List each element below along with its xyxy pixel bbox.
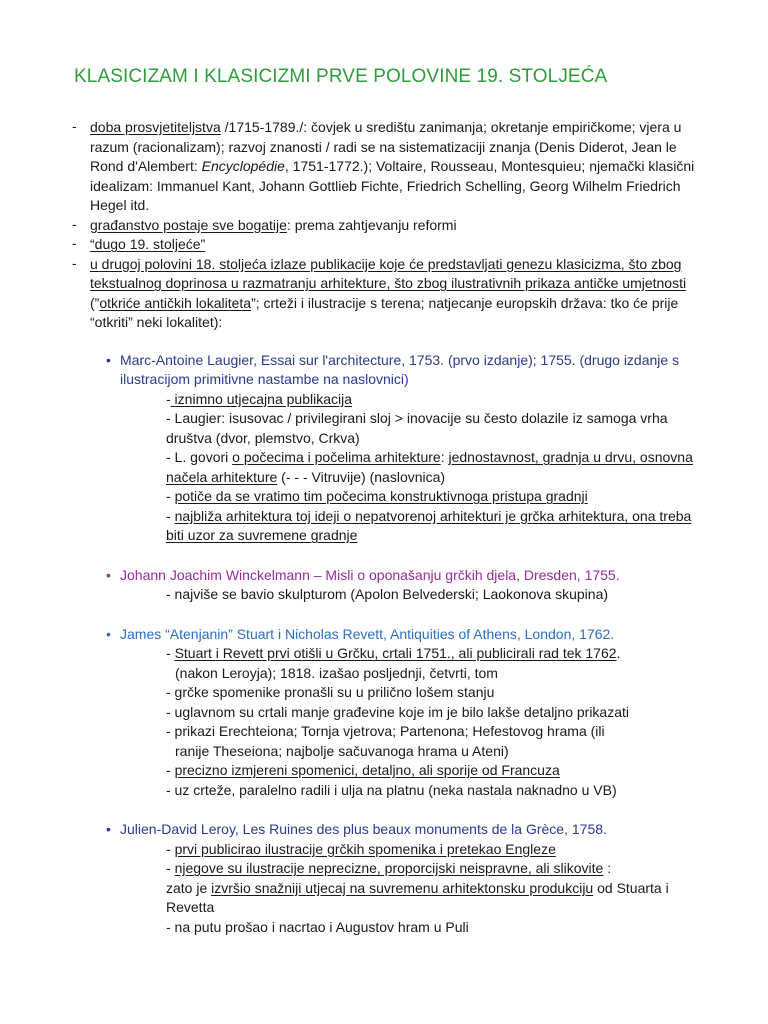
bullet-dot: • xyxy=(106,351,111,368)
stuart-line-3: - uglavnom su crtali manje građevine koje im je bilo lakše detaljno prikazati xyxy=(166,703,630,720)
leroy-line-1: - prvi publicirao ilustracije grčkih spomenika i pretekao Engleze xyxy=(166,840,556,857)
text-underlined: Stuart i Revett prvi otišli u Grčku, crtali 1751., ali publicirali rad tek 1762 xyxy=(174,645,617,661)
entry-heading-leroy xyxy=(106,820,706,840)
stuart-line-6: - uz crteže, paralelno radili i ulja na platnu (neka nastala naknadno u VB) xyxy=(166,781,617,798)
text-underlined: doba prosvjetiteljstva xyxy=(90,119,221,135)
laugier-line-2: - Laugier: isusovac / privilegirani sloj > inovacije su često dolazile iz samoga vrha društva (dvor, plemstvo, Crkva) xyxy=(166,410,668,446)
laugier-line-4: - potiče da se vratimo tim počecima konstruktivnoga pristupa gradnji xyxy=(166,488,588,504)
text: : xyxy=(603,860,612,876)
intro-bullet-bourgeoisie xyxy=(72,216,706,236)
entry-heading-winckelmann xyxy=(106,566,706,586)
text: : prema zahtjevanju reformi xyxy=(286,216,457,233)
heading-text: Marc-Antoine Laugier, Essai sur l'architecture, 1753. (prvo izdanje); 1755. (drugo izdanje s ilustracijom primitivne nastambe na naslovnici) xyxy=(120,351,680,387)
text-underlined: prvi publicirao ilustracije grčkih spomenika i pretekao Engleze xyxy=(174,840,556,857)
intro-bullet-enlightenment xyxy=(72,118,706,216)
text: zato je xyxy=(166,879,212,896)
text-underlined: u drugoj polovini 18. stoljeća izlaze publikacije koje će predstavljati genezu klasicizma, što zbog tekstualnog doprinosa u razmatranju arhitekture, što zbog ilustrativnih prikaza antičke umjetnosti xyxy=(90,255,687,291)
text: (” xyxy=(90,294,100,311)
winckelmann-line-1: - najviše se bavio skulpturom (Apolon Belvederski; Laokonova skupina) xyxy=(166,586,609,602)
text-underlined: “dugo 19. stoljeće” xyxy=(90,236,206,252)
laugier-line-1: - iznimno utjecajna publikacija xyxy=(166,390,352,407)
entry-heading-laugier xyxy=(106,351,706,390)
text-underlined: precizno izmjereni spomenici, detaljno, ali sporije od Francuza xyxy=(174,762,560,778)
text: ”; crteži i ilustracije s terena; natjecanje europskih država: tko će prije “otkriti” neki lokalitet): xyxy=(90,294,679,330)
text: . xyxy=(616,645,621,661)
laugier-line-3 xyxy=(166,448,706,487)
text: : xyxy=(440,449,449,465)
laugier-line-5: - najbliža arhitektura toj ideji o nepatvorenoj arhitekturi je grčka arhitektura, ona treba biti uzor za suvremene gradnje xyxy=(166,507,692,543)
stuart-line-4-cont: ranije Theseiona; najbolje sačuvanoga hrama u Ateni) xyxy=(175,742,509,759)
text-underlined: njegove su ilustracije neprecizne, proporcijski neispravne, ali slikovite xyxy=(174,860,604,876)
text: od Stuarta i Revetta xyxy=(166,879,669,915)
text: /1715-1789./: čovjek u središtu zanimanja; okretanje empiričkome; vjera u razum (racionalizam); razvoj znanosti / radi se na sistematizaciji znanja (Denis Diderot, Jean le Rond d'Alembert: xyxy=(90,119,682,174)
stuart-line-1-cont: (nakon Leroyja); 1818. izašao posljednji, četvrti, tom xyxy=(175,664,498,681)
bullet-dot: • xyxy=(106,566,111,583)
stuart-line-4: - prikazi Erechteiona; Tornja vjetrova; Partenona; Hefestovog hrama (ili xyxy=(166,723,605,739)
text-underlined: o počecima i počelima arhitekture xyxy=(232,449,441,465)
text-underlined: jednostavnost, gradnja u drvu, osnovna načela arhitekture xyxy=(166,449,693,485)
text-underlined: otkriće antičkih lokaliteta xyxy=(99,294,252,311)
text-underlined: građanstvo postaje sve bogatije xyxy=(90,216,287,233)
text-underlined: iznimno utjecajna publikacija xyxy=(170,390,352,407)
page-title: KLASICIZAM I KLASICIZMI PRVE POLOVINE 19. STOLJEĆA xyxy=(74,66,608,87)
text-underlined: izvršio snažniji utjecaj na suvremenu arhitektonsku produkciju xyxy=(211,879,594,896)
text-underlined: potiče da se vratimo tim počecima konstruktivnoga pristupa gradnji xyxy=(174,488,588,504)
heading-text: Julien-David Leroy, Les Ruines des plus beaux monuments de la Grèce, 1758. xyxy=(120,821,607,837)
text-italic: Encyclopédie xyxy=(201,158,285,174)
stuart-line-2: - grčke spomenike pronašli su u prilično lošem stanju xyxy=(166,684,495,700)
intro-bullet-long-century xyxy=(72,235,706,255)
bullet-dot: • xyxy=(106,821,111,837)
stuart-line-1: - Stuart i Revett prvi otišli u Grčku, crtali 1751., ali publicirali rad tek 1762. xyxy=(166,645,621,661)
heading-text: James “Atenjanin” Stuart i Nicholas Revett, Antiquities of Athens, London, 1762. xyxy=(120,625,615,642)
text: - L. govori xyxy=(166,449,233,465)
text-underlined: najbliža arhitektura toj ideji o nepatvorenoj arhitekturi je grčka arhitektura, ona treba biti uzor za suvremene gradnje xyxy=(166,507,692,543)
text: , 1751-1772.); Voltaire, Rousseau, Montesquieu; njemački klasični idealizam: Immanuel Kant, Johann Gottlieb Fichte, Friedrich Schelling, Georg Wilhelm Friedrich Hegel itd. xyxy=(90,158,695,213)
leroy-line-2: - njegove su ilustracije neprecizne, proporcijski neispravne, ali slikovite : xyxy=(166,860,612,876)
leroy-line-3 xyxy=(166,879,706,918)
heading-text: Johann Joachim Winckelmann – Misli o oponašanju grčkih djela, Dresden, 1755. xyxy=(120,566,620,583)
bullet-dot: • xyxy=(106,625,111,642)
entry-heading-stuart-revett xyxy=(106,625,706,645)
leroy-line-4: - na putu prošao i nacrtao i Augustov hram u Puli xyxy=(166,918,469,935)
text: (- - - Vitruvije) (naslovnica) xyxy=(277,468,446,485)
stuart-line-5: - precizno izmjereni spomenici, detaljno, ali sporije od Francuza xyxy=(166,762,560,778)
intro-bullet-publications xyxy=(72,255,706,333)
